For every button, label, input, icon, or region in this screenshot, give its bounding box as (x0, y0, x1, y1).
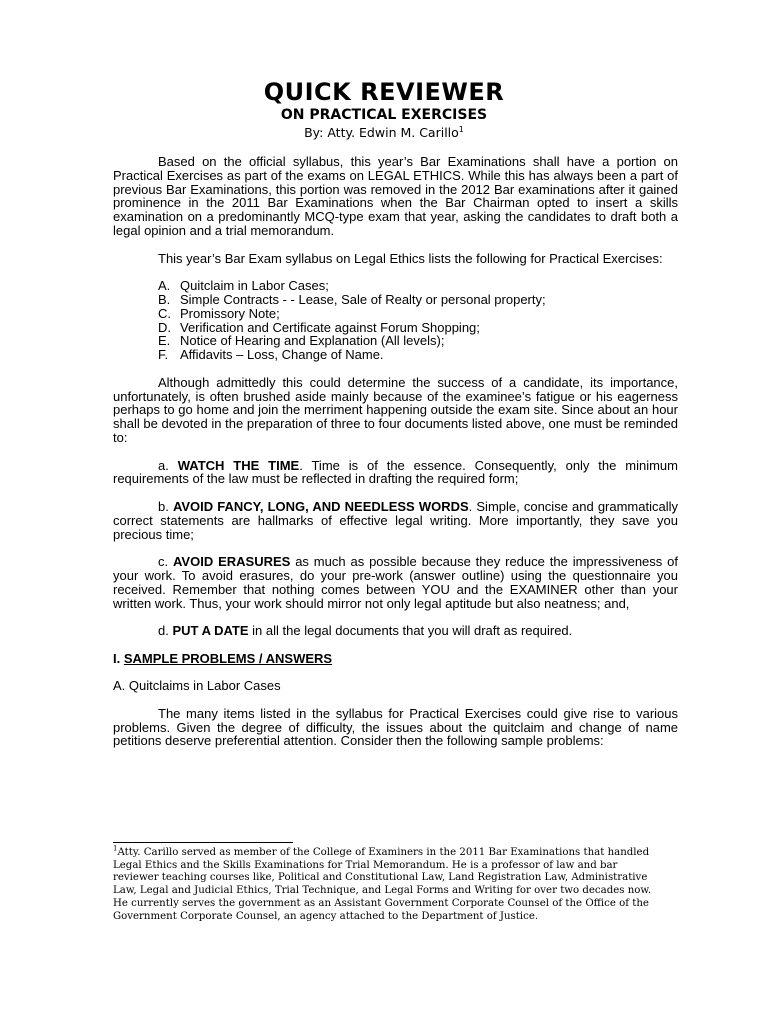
footnote-marker: 1 (113, 844, 118, 853)
list-item-letter: D. (158, 319, 171, 335)
tip-paragraph-a (113, 459, 678, 487)
section-heading-text: SAMPLE PROBLEMS / ANSWERS (123, 650, 333, 666)
footnote (113, 844, 665, 923)
list-item-letter: B. (158, 291, 171, 307)
author-byline (0, 124, 768, 142)
tip-text: as much as possible because they reduce the impressiveness of your work. To avoid erasures, do your pre-work (answer outline) using the questionnaire you received. Remember that nothing comes between YOU and the EXAMINER other than your written work. Thus, your work should mirror not only legal aptitude but also neatness; and, (113, 554, 678, 611)
section-heading (113, 652, 678, 666)
footnote-text: Atty. Carillo served as member of the College of Examiners in the 2011 Bar Examinations that handled Legal Ethics and the Skills Examinations for Trial Memorandum. He is a professor of law and bar reviewer teaching courses like, Political and Constitutional Law, Land Registration Law, Administrative Law, Legal and Judicial Ethics, Trial Technique, and Legal Forms and Writing for over two decades now. He currently serves the government as an Assistant Government Corporate Counsel of the Office of the Government Corporate Counsel, an agency attached to the Department of Justice. (113, 847, 652, 922)
list-item-text: Verification and Certificate against Forum Shopping; (180, 319, 480, 335)
list-item-text: Affidavits – Loss, Change of Name. (180, 347, 384, 363)
tip-text: . Simple, concise and grammatically correct statements are hallmarks of effective legal writing. More importantly, they save you precious time; (113, 498, 678, 542)
document-title: QUICK REVIEWER (263, 78, 505, 106)
tip-prefix: d. (158, 623, 173, 639)
list-item (158, 348, 678, 362)
reminder-intro-paragraph: Although admittedly this could determine the success of a candidate, its importance, unfortunately, is often brushed aside mainly because of the examinee’s fatigue or his eagerness perhaps to go home and join the merriment happening outside the exam site. Since about an hour shall be devoted in the preparation of three to four documents listed above, one must be reminded to: (113, 374, 678, 445)
document-subtitle: ON PRACTICAL EXERCISES (280, 107, 488, 123)
tip-paragraph-d (113, 624, 678, 638)
list-item (158, 307, 678, 321)
list-item (158, 293, 678, 307)
list-item-letter: F. (158, 347, 169, 363)
tip-text: . Time is of the essence. Consequently, only the minimum requirements of the law must be reflected in drafting the required form; (113, 457, 678, 487)
tip-heading: PUT A DATE (172, 623, 249, 639)
list-item-letter: C. (158, 305, 171, 321)
tip-heading: WATCH THE TIME (177, 457, 300, 473)
document-body (113, 155, 678, 762)
tip-prefix: b. (158, 498, 173, 514)
list-item-text: Simple Contracts - - Lease, Sale of Realty or personal property; (180, 291, 546, 307)
list-item-letter: E. (158, 333, 171, 349)
list-item (158, 279, 678, 293)
section-paragraph: The many items listed in the syllabus for Practical Exercises could give rise to various problems. Given the degree of difficulty, the issues about the quitclaim and change of name petitions deserve preferential attention. Consider then the following sample problems: (113, 705, 678, 749)
footnote-separator (113, 842, 293, 843)
list-item-text: Notice of Hearing and Explanation (All levels); (180, 333, 445, 349)
tip-prefix: a. (158, 457, 178, 473)
list-item-text: Quitclaim in Labor Cases; (180, 278, 329, 294)
author-name: By: Atty. Edwin M. Carillo (304, 125, 459, 140)
section-numeral: I. (113, 650, 124, 666)
list-item-text: Promissory Note; (180, 305, 280, 321)
tip-paragraph-b (113, 500, 678, 541)
tip-text: in all the legal documents that you will draft as required. (248, 623, 573, 639)
syllabus-intro-paragraph: This year’s Bar Exam syllabus on Legal Ethics lists the following for Practical Exercises: (158, 250, 663, 266)
list-item (158, 321, 678, 335)
syllabus-list (158, 279, 678, 362)
subsection-heading: A. Quitclaims in Labor Cases (113, 678, 281, 694)
tip-prefix: c. (158, 554, 173, 570)
tip-paragraph-c (113, 555, 678, 610)
intro-paragraph: Based on the official syllabus, this year’s Bar Examinations shall have a portion on Practical Exercises as part of the exams on LEGAL ETHICS. While this has always been a part of previous Bar Examinations, this portion was removed in the 2012 Bar examinations after it gained prominence in the 2011 Bar Examinations when the Bar Chairman opted to insert a skills examination on a predominantly MCQ-type exam that year, asking the candidates to draft both a legal opinion and a trial memorandum. (113, 154, 678, 238)
tip-heading: AVOID FANCY, LONG, AND NEEDLESS WORDS (172, 498, 469, 514)
tip-heading: AVOID ERASURES (173, 554, 291, 570)
footnote-reference[interactable]: 1 (458, 124, 464, 134)
list-item-letter: A. (158, 278, 171, 294)
list-item (158, 334, 678, 348)
